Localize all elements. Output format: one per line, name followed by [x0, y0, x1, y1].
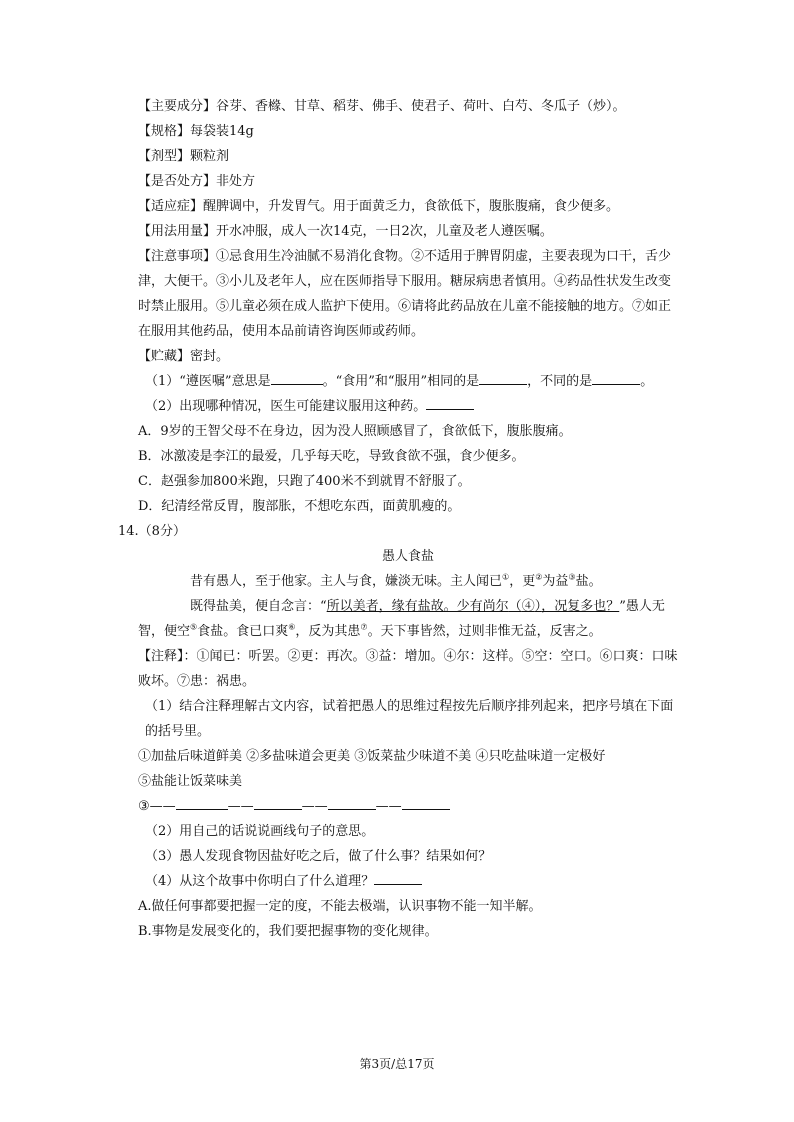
- sequence-start: ③——: [138, 799, 176, 814]
- passage-text: 昔有愚人，至于他家。主人与食，嫌淡无味。主人闻已: [190, 574, 503, 589]
- answer-blank[interactable]: [592, 370, 640, 385]
- thinking-options-1: ①加盐后味道鲜美 ②多盐味道会更美 ③饭菜盐少味道不美 ④只吃盐味道一定极好: [138, 749, 606, 764]
- ingredients-line: 【主要成分】谷芽、香橼、甘草、稻芽、佛手、使君子、荷叶、白芍、冬瓜子（炒）。: [138, 99, 626, 114]
- question-13-2: [138, 394, 678, 419]
- annotation-paragraph: 【注释】：①闻已：听罢。②更：再次。③益：增加。④尔：这样。⑤空：空口。⑥口爽：口味败坏。⑦患：祸患。: [138, 649, 678, 689]
- underlined-sentence: 所以美者，缘有盐故。少有尚尔（④），况复多也？: [326, 599, 620, 614]
- question-14-number: 14.（8分）: [118, 524, 186, 539]
- note-marker: ②: [535, 572, 543, 582]
- form-line: 【剂型】颗粒剂: [138, 149, 230, 164]
- page-footer: 第3页/总17页: [359, 1057, 435, 1071]
- sequence-answer-line: [138, 794, 678, 819]
- question-14-2: （2）用自己的话说说画线句子的意思。: [145, 824, 375, 839]
- question-13-1: [138, 369, 678, 394]
- passage-text: 。天下事皆然，过则非惟无益，反害之。: [367, 624, 602, 639]
- passage-text: 既得盐美，便自念言：“: [190, 599, 327, 614]
- q4-text: （4）从这个故事中你明白了什么道理？: [145, 874, 375, 889]
- underlined-text: ，况复多也？: [541, 599, 620, 614]
- question-14-4: [138, 869, 678, 894]
- option-c: C．赵强参加800米跑，只跑了400米不到就胃不舒服了。: [138, 474, 471, 489]
- question-14-1: （1）结合注释理解古文内容，试着把愚人的思维过程按先后顺序排列起来，把序号填在下面的括号里。: [145, 699, 674, 739]
- answer-option-a: A.做任何事都要把握一定的度，不能去极端，认识事物不能一知半解。: [138, 899, 542, 914]
- indications-line: 【适应症】醒脾调中，升发胃气。用于面黄乏力，食欲低下，腹胀腹痛，食少便多。: [138, 199, 620, 214]
- answer-blank[interactable]: [176, 795, 228, 810]
- answer-blank[interactable]: [254, 795, 302, 810]
- answer-blank[interactable]: [271, 370, 323, 385]
- q2-text: （2）出现哪种情况，医生可能建议服用这种药。: [145, 399, 427, 414]
- prescription-line: 【是否处方】非处方: [138, 174, 256, 189]
- question-14-3: （3）愚人发现食物因盐好吃之后，做了什么事？结果如何？: [145, 849, 492, 864]
- q1-text-d: 。: [640, 374, 654, 389]
- answer-blank[interactable]: [328, 795, 376, 810]
- q1-text-a: （1）“遵医嘱”意思是: [145, 374, 271, 389]
- passage-text: ，更: [509, 574, 536, 589]
- note-marker: ④: [521, 599, 535, 614]
- passage-paragraph-2: [138, 594, 678, 644]
- page-content: [118, 94, 678, 944]
- note-marker: ⑥: [288, 622, 296, 632]
- note-marker: ⑤: [190, 622, 198, 632]
- underlined-text: 所以美者，缘有盐故。少有尚尔: [326, 599, 509, 614]
- q1-text-c: ，不同的是: [527, 374, 593, 389]
- passage-text: 食盐。食已口爽: [197, 624, 289, 639]
- answer-blank[interactable]: [374, 870, 422, 885]
- sequence-dash: ——: [375, 799, 402, 814]
- answer-blank[interactable]: [479, 370, 527, 385]
- sequence-dash: ——: [301, 799, 328, 814]
- note-marker: ③: [568, 572, 576, 582]
- option-d: D．纪清经常反胃，腹部胀，不想吃东西，面黄肌瘦的。: [138, 499, 461, 514]
- note-marker: ①: [502, 572, 510, 582]
- answer-option-b: B.事物是发展变化的，我们要把握事物的变化规律。: [138, 924, 438, 939]
- answer-blank[interactable]: [426, 395, 474, 410]
- passage-title: 愚人食盐: [381, 549, 434, 564]
- passage-text: ”愚人无智，便空: [138, 599, 665, 639]
- note-marker: ⑦: [360, 622, 368, 632]
- passage-text: ，反为其患: [295, 624, 361, 639]
- sequence-dash: ——: [227, 799, 254, 814]
- thinking-options-2: ⑤盐能让饭菜味美: [138, 774, 243, 789]
- spec-line: 【规格】每袋装14g: [138, 124, 254, 139]
- usage-line: 【用法用量】开水冲服，成人一次14克，一日2次，儿童及老人遵医嘱。: [138, 224, 553, 239]
- storage-line: 【贮藏】密封。: [138, 349, 230, 364]
- option-a: A．9岁的王智父母不在身边，因为没人照顾感冒了，食欲低下，腹胀腹痛。: [138, 424, 572, 439]
- passage-paragraph-1: [138, 569, 678, 594]
- option-b: B．冰激凌是李江的最爱，几乎每天吃，导致食欲不强，食少便多。: [138, 449, 525, 464]
- passage-text: 为益: [542, 574, 569, 589]
- passage-text: 盐。: [575, 574, 602, 589]
- answer-blank[interactable]: [402, 795, 450, 810]
- precautions-paragraph: 【注意事项】①忌食用生冷油腻不易消化食物。②不适用于脾胃阴虚，主要表现为口干，舌少津，大便干。③小儿及老年人，应在医师指导下服用。糖尿病患者慎用。④药品性状发生改变时禁止服用。⑤儿童必须在成人监护下使用。⑥请将此药品放在儿童不能接触的地方。⑦如正在服用其他药品，使用本品前请咨询医师或药师。: [138, 249, 672, 339]
- q1-text-b: 。“食用”和“服用”相同的是: [322, 374, 480, 389]
